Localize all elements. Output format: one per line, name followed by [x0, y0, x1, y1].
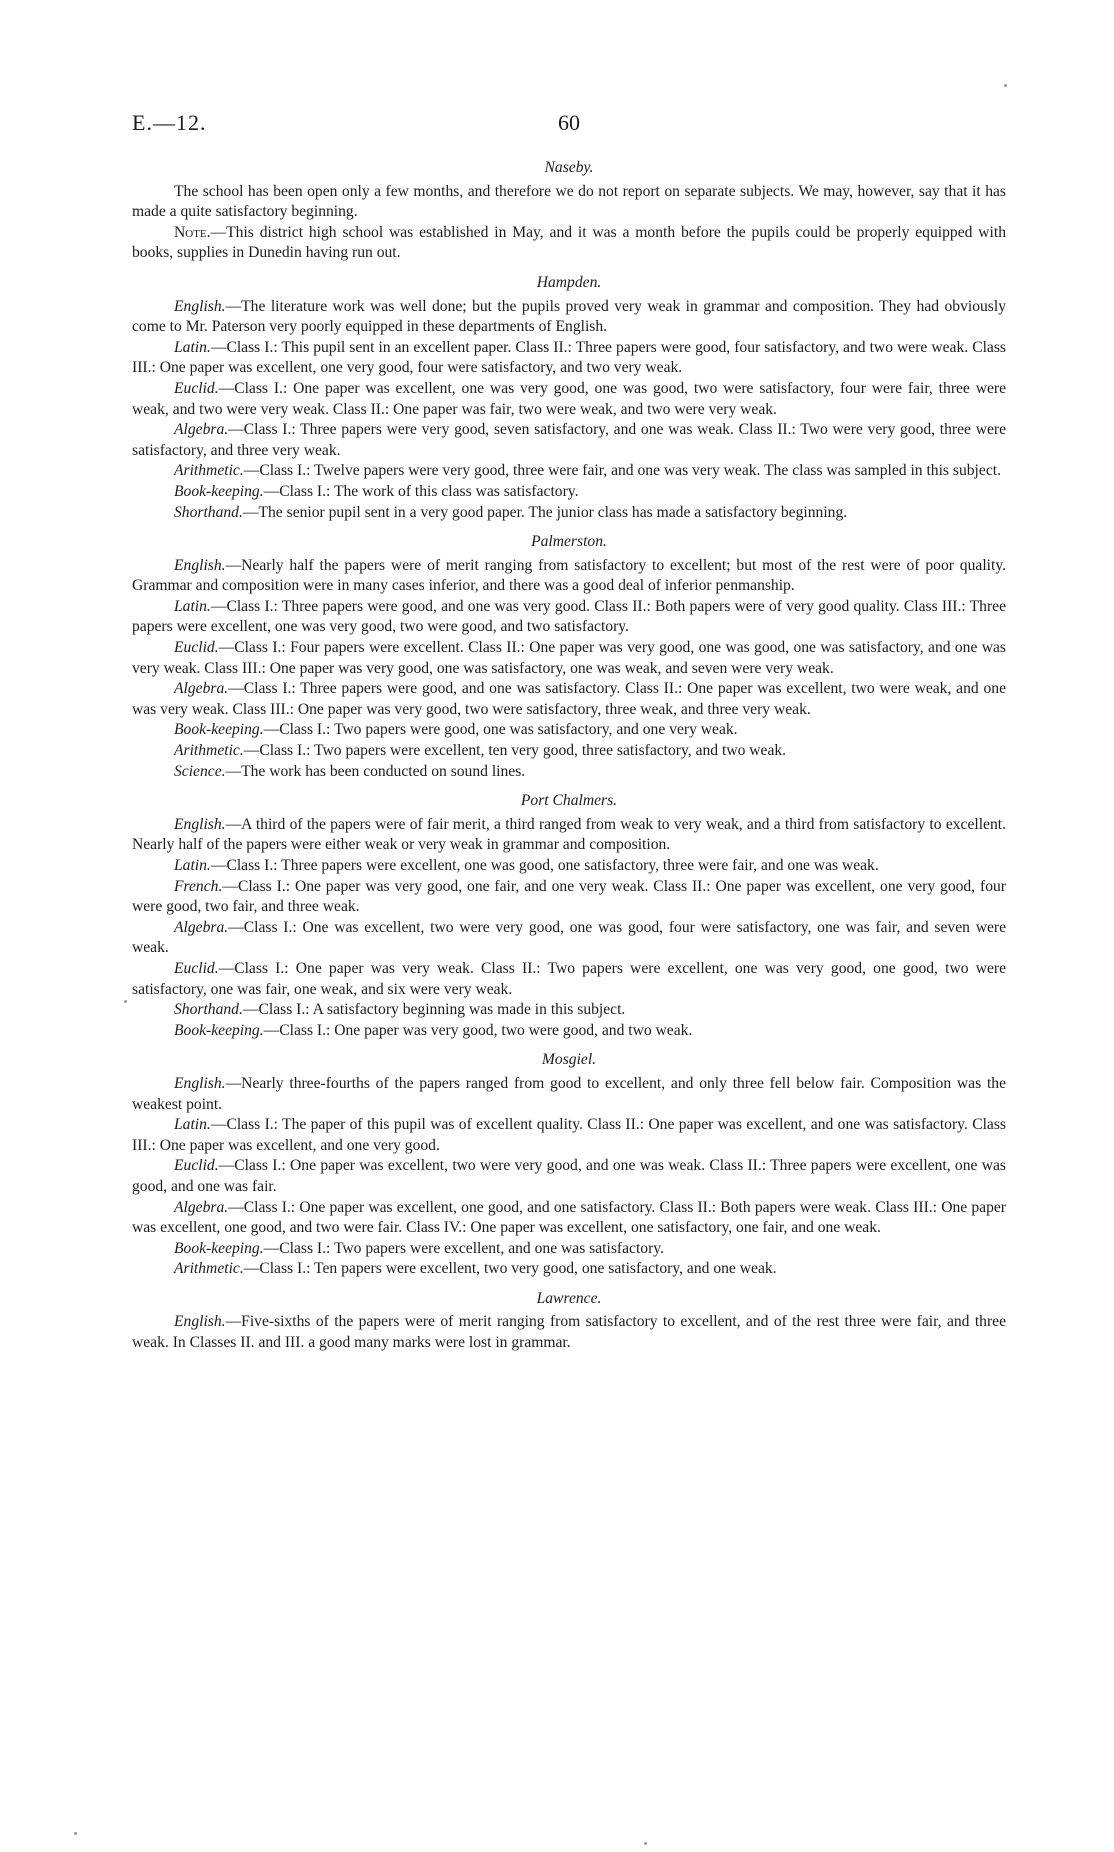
- paragraph-text: —Class I.: One paper was excellent, one was very good, one was good, two were satisfactory, four were fair, three were weak, and two were very weak. Class II.: One paper was fair, two were weak, and two were very weak.: [132, 379, 1006, 418]
- page-number: 60: [558, 110, 580, 135]
- subject-label: Euclid.: [174, 379, 219, 397]
- paragraph-text: —Nearly half the papers were of merit ranging from satisfactory to excellent; but most of the rest were of poor quality. Grammar and composition were in many cases inferior, and there was a good deal of inferior penmanship.: [132, 556, 1006, 595]
- paragraph-text: —Five-sixths of the papers were of merit ranging from satisfactory to excellent, and of the rest three were fair, and three weak. In Classes II. and III. a good many marks were lost in grammar.: [132, 1313, 1006, 1352]
- scan-speck: [74, 1832, 77, 1835]
- section-heading: Port Chalmers.: [520, 792, 618, 810]
- subject-label: English.: [174, 1313, 226, 1331]
- paragraph-text: —Class I.: Three papers were good, and one was very good. Class II.: Both papers were of very good quality. Class III.: Three papers were excellent, one was very good, two were good, and two satisfactory.: [132, 597, 1006, 636]
- report-paragraph: [132, 741, 1006, 762]
- report-paragraph: [132, 338, 1006, 379]
- report-paragraph: [132, 815, 1006, 856]
- subject-label: Algebra.: [174, 680, 229, 698]
- subject-label: French.: [174, 877, 223, 895]
- scan-speck: [644, 1842, 647, 1845]
- subject-label: Arithmetic.: [174, 462, 244, 480]
- paragraph-text: —Class I.: Two papers were excellent, and one was satisfactory.: [263, 1239, 664, 1257]
- subject-label: Arithmetic.: [174, 1260, 244, 1278]
- paragraph-text: —The work has been conducted on sound lines.: [225, 762, 526, 780]
- subject-label: English.: [174, 556, 226, 574]
- report-paragraph: [132, 918, 1006, 959]
- subject-label: Algebra.: [174, 918, 229, 936]
- subject-label: Book-keeping.: [174, 482, 264, 500]
- report-paragraph: [132, 856, 1006, 877]
- paragraph-text: —Class I.: Two papers were excellent, ten very good, three satisfactory, and two weak.: [243, 742, 787, 760]
- paragraph-text: —Class I.: Three papers were good, and one was satisfactory. Class II.: One paper was excellent, two were weak, and one was very weak. Class III.: One paper was very good, two were satisfactory, three weak, and three very weak.: [132, 680, 1006, 718]
- report-body: [132, 158, 1006, 1354]
- subject-label: Science.: [174, 762, 226, 780]
- subject-label: Note.—: [174, 223, 227, 241]
- report-paragraph: [132, 597, 1006, 638]
- subject-label: Latin.: [174, 338, 211, 356]
- paragraph-text: —Class I.: One was excellent, two were very good, one was good, four were satisfactory, one was fair, and seven were weak.: [132, 918, 1006, 957]
- report-paragraph: [132, 182, 1006, 223]
- report-paragraph: [132, 959, 1006, 1000]
- report-paragraph: [132, 503, 1006, 524]
- paragraph-text: —Class I.: One paper was excellent, one good, and one satisfactory. Class II.: Both papers were weak. Class III.: One paper was excellent, one good, and two were fair. Class IV.: One paper was excellent, one satisfactory, one fair, and one weak.: [132, 1198, 1006, 1237]
- paragraph-text: —Class I.: Two papers were good, one was satisfactory, and one very weak.: [263, 721, 738, 739]
- report-paragraph: [132, 679, 1006, 720]
- paragraph-text: —Class I.: Ten papers were excellent, two very good, one satisfactory, and one weak.: [243, 1260, 777, 1278]
- paragraph-text: —Class I.: One paper was very good, two were good, and two weak.: [263, 1021, 693, 1039]
- subject-label: English.: [174, 1074, 226, 1092]
- report-paragraph: [132, 762, 1006, 783]
- paragraph-text: —Class I.: Three papers were excellent, one was good, one satisfactory, three were fair, and one was weak.: [210, 857, 879, 874]
- subject-label: Book-keeping.: [174, 1021, 264, 1039]
- report-paragraph: [132, 1156, 1006, 1197]
- paragraph-text: This district high school was established in May, and it was a month before the pupils could be properly equipped with books, supplies in Dunedin having run out.: [132, 223, 1006, 262]
- paragraph-text: —Class I.: The work of this class was satisfactory.: [263, 482, 579, 500]
- subject-label: English.: [174, 815, 226, 833]
- section-heading: Hampden.: [536, 273, 602, 291]
- paragraph-text: —The senior pupil sent in a very good paper. The junior class has made a satisfactory beginning.: [242, 503, 848, 521]
- paragraph-text: —Nearly three-fourths of the papers ranged from good to excellent, and only three fell below fair. Composition was the weakest point.: [132, 1074, 1006, 1113]
- page-header: [132, 110, 1006, 140]
- report-paragraph: [132, 223, 1006, 264]
- report-paragraph: [132, 1000, 1006, 1021]
- report-paragraph: [132, 556, 1006, 597]
- subject-label: English.: [174, 297, 226, 315]
- report-paragraph: [132, 877, 1006, 918]
- paragraph-text: —Class I.: Twelve papers were very good, three were fair, and one was very weak. The class was sampled in this subject.: [243, 462, 1001, 480]
- subject-label: Latin.: [174, 1116, 211, 1134]
- scan-speck: [1004, 84, 1007, 87]
- section-heading: Palmerston.: [531, 533, 607, 551]
- report-paragraph: [132, 1115, 1006, 1156]
- report-paragraph: [132, 1239, 1006, 1260]
- paragraph-text: —Class I.: One paper was very weak. Class II.: Two papers were excellent, one was very good, one good, two were satisfactory, one was fair, one weak, and six were very weak.: [132, 959, 1006, 998]
- report-paragraph: [132, 1198, 1006, 1239]
- section-heading: Lawrence.: [536, 1289, 602, 1307]
- report-paragraph: [132, 720, 1006, 741]
- subject-label: Shorthand.: [174, 1001, 243, 1019]
- scan-speck: [124, 1000, 127, 1003]
- paragraph-text: —Class I.: The paper of this pupil was of excellent quality. Class II.: One paper was excellent, and one was satisfactory. Class III.: One paper was excellent, and one very good.: [132, 1116, 1006, 1154]
- section-heading: Mosgiel.: [541, 1051, 597, 1069]
- report-paragraph: [132, 1259, 1006, 1280]
- report-paragraph: [132, 297, 1006, 338]
- paragraph-text: —Class I.: This pupil sent in an excellent paper. Class II.: Three papers were good, four satisfactory, and two were weak. Class III.: One paper was excellent, one very good, four were satisfactory, and two very weak.: [132, 338, 1006, 377]
- report-paragraph: [132, 1074, 1006, 1115]
- report-paragraph: [132, 482, 1006, 503]
- subject-label: Euclid.: [174, 959, 219, 977]
- subject-label: Latin.: [174, 857, 211, 874]
- section-heading: Naseby.: [544, 159, 594, 176]
- subject-label: Algebra.: [174, 421, 229, 439]
- paragraph-text: —A third of the papers were of fair merit, a third ranged from weak to very weak, and a third from satisfactory to excellent. Nearly half of the papers were either weak or very weak in grammar and composition.: [132, 815, 1006, 854]
- paragraph-text: —Class I.: A satisfactory beginning was made in this subject.: [242, 1001, 626, 1019]
- report-reference: E.—12.: [132, 110, 207, 135]
- paragraph-text: —Class I.: One paper was very good, one fair, and one very weak. Class II.: One paper was excellent, one very good, four were good, two fair, and three weak.: [132, 877, 1006, 916]
- subject-label: Euclid.: [174, 1157, 219, 1175]
- report-paragraph: [132, 461, 1006, 482]
- report-paragraph: [132, 1312, 1006, 1353]
- report-paragraph: [132, 379, 1006, 420]
- paragraph-text: —Class I.: Four papers were excellent. Class II.: One paper was very good, one was good, one was satisfactory, and one was very weak. Class III.: One paper was very good, one was satisfactory, one was weak, and seven were very weak.: [132, 639, 1006, 677]
- subject-label: Arithmetic.: [174, 742, 244, 760]
- subject-label: Algebra.: [174, 1198, 229, 1216]
- subject-label: Latin.: [174, 597, 211, 615]
- subject-label: Euclid.: [174, 639, 219, 657]
- paragraph-text: —Class I.: Three papers were very good, seven satisfactory, and one was weak. Class II.: Two were very good, three were satisfactory, and three very weak.: [132, 421, 1006, 459]
- paragraph-text: —The literature work was well done; but the pupils proved very weak in grammar and composition. They had obviously come to Mr. Paterson very poorly equipped in these departments of English.: [132, 297, 1006, 336]
- report-paragraph: [132, 420, 1006, 461]
- subject-label: Shorthand.: [174, 503, 243, 521]
- report-paragraph: [132, 1021, 1006, 1042]
- paragraph-text: —Class I.: One paper was excellent, two were very good, and one was weak. Class II.: Three papers were excellent, one was good, and one was fair.: [132, 1157, 1006, 1195]
- report-paragraph: [132, 638, 1006, 679]
- paragraph-text: The school has been open only a few months, and therefore we do not report on separate subjects. We may, however, say that it has made a quite satisfactory beginning.: [132, 182, 1006, 221]
- subject-label: Book-keeping.: [174, 721, 264, 739]
- subject-label: Book-keeping.: [174, 1239, 264, 1257]
